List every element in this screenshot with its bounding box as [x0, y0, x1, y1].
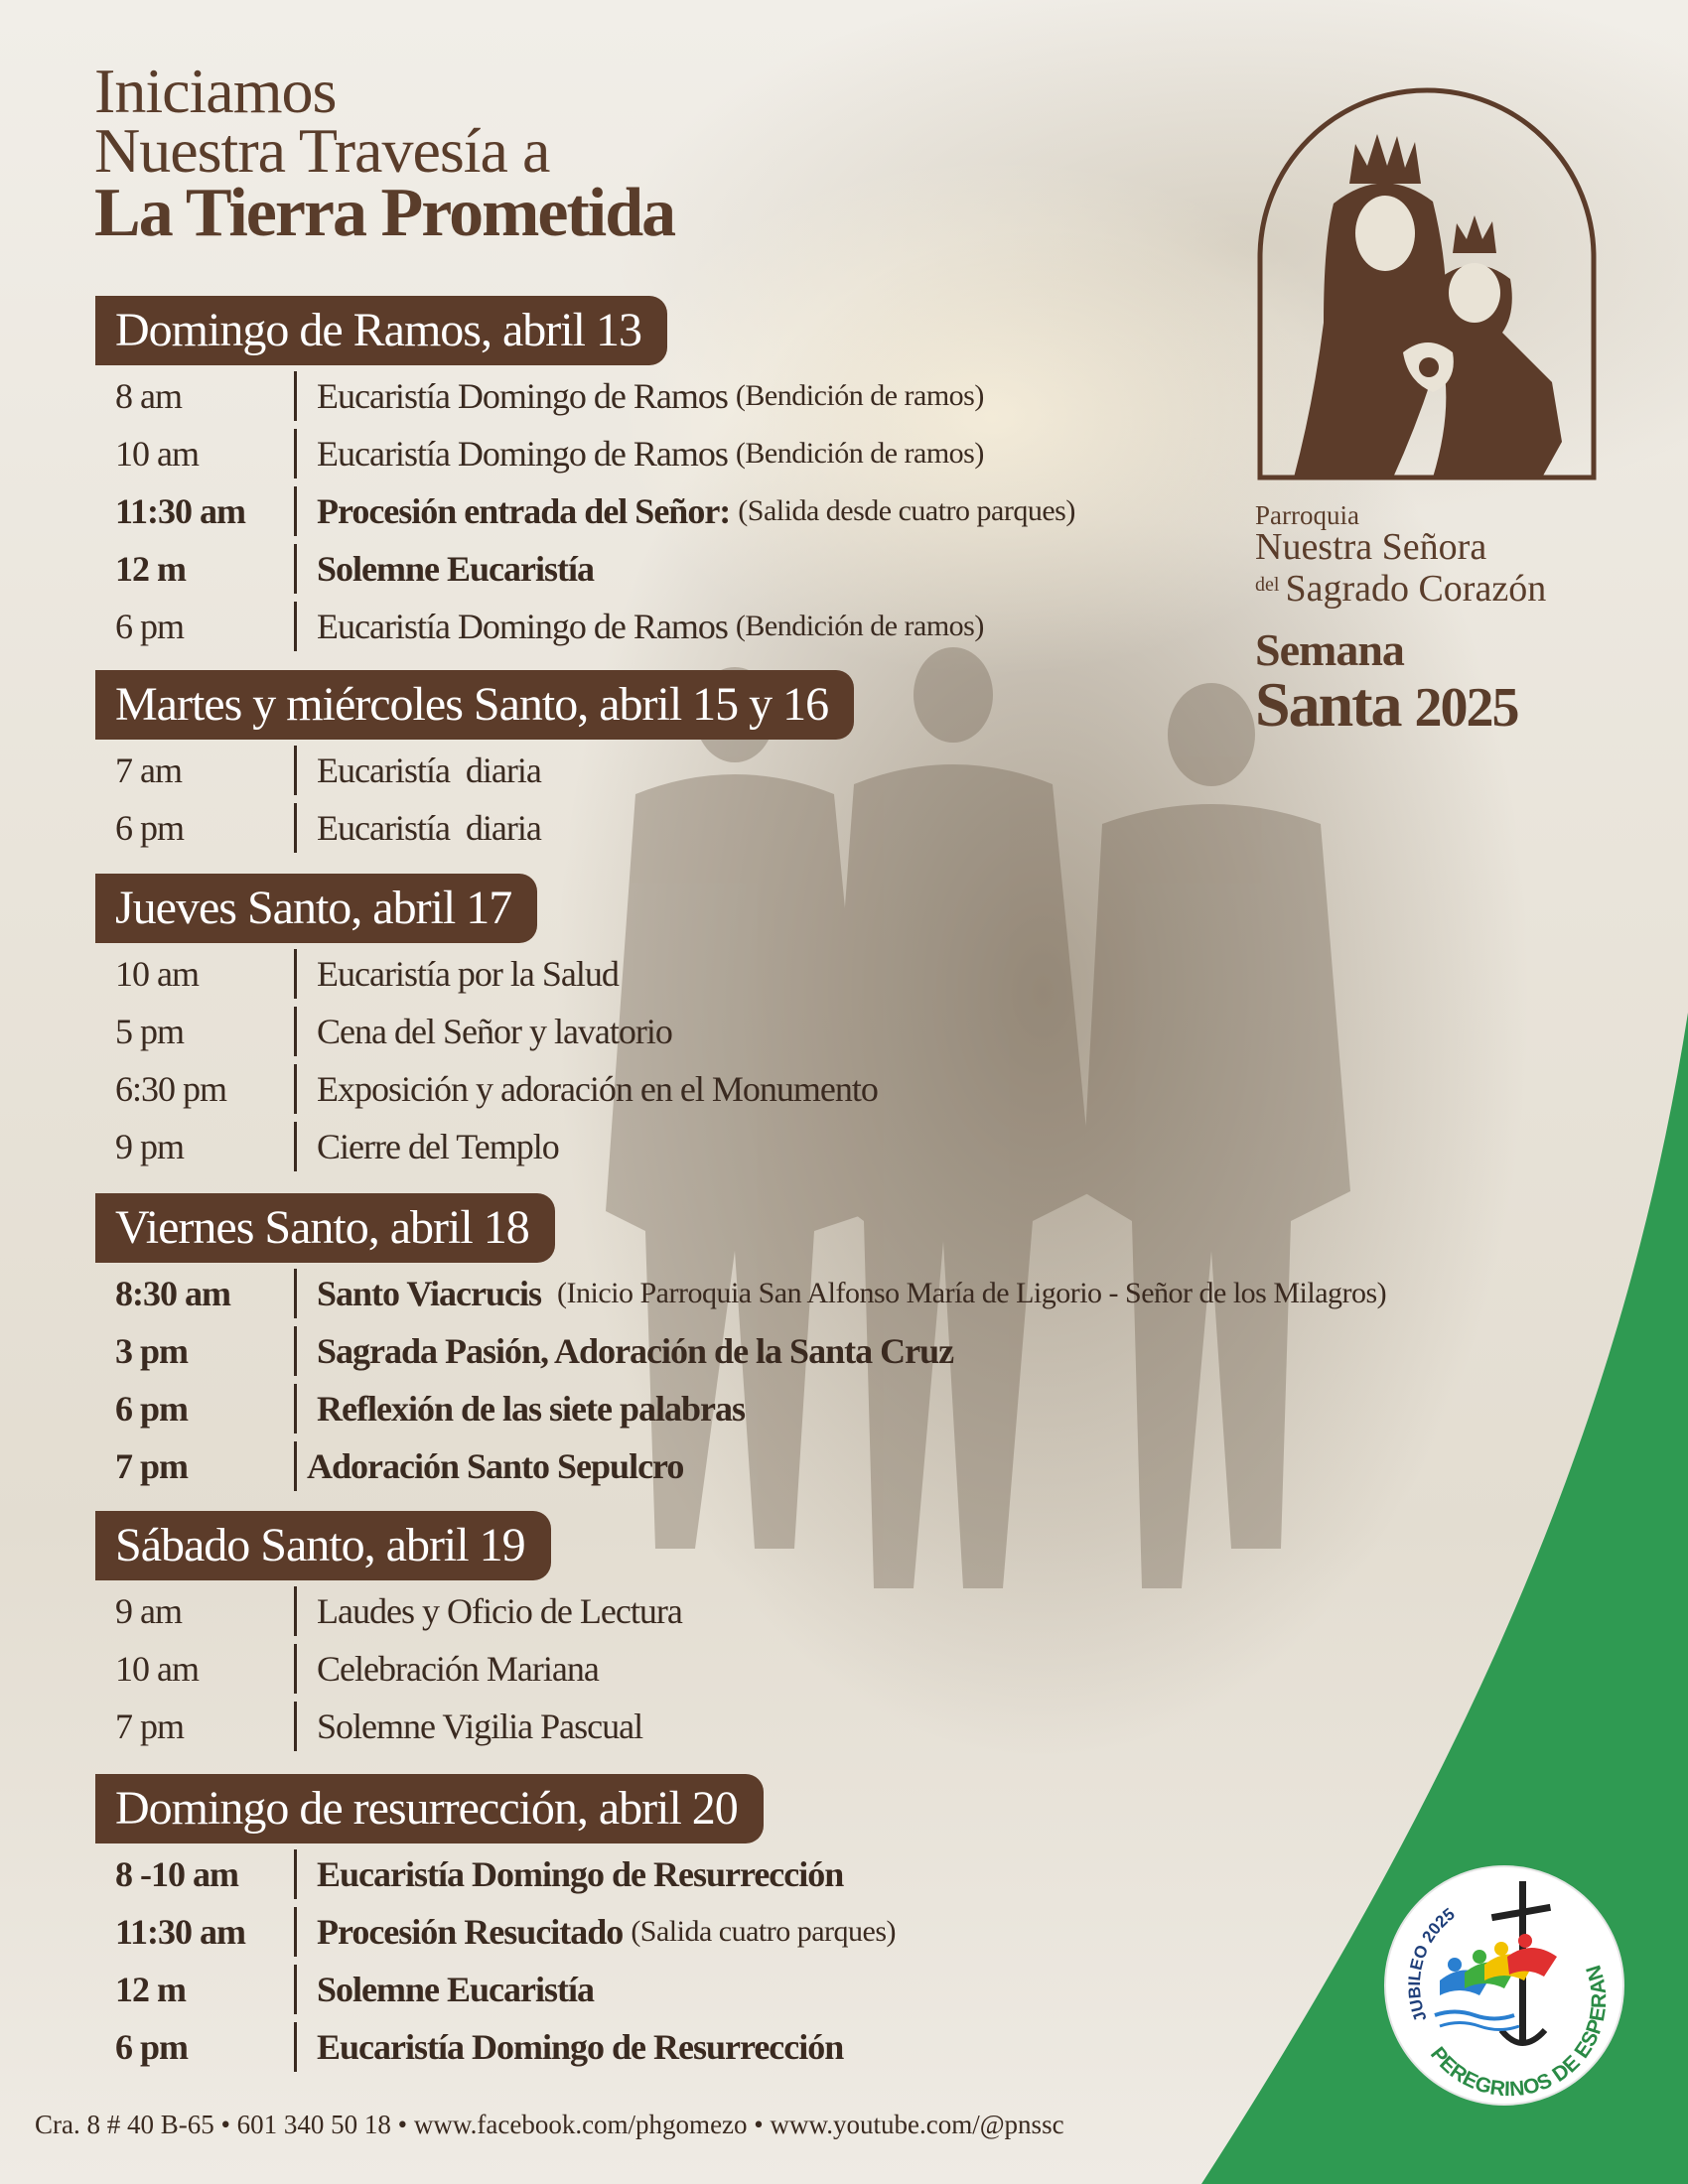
- row-time: 8 am: [115, 376, 182, 416]
- row-divider: [294, 371, 297, 421]
- row-divider: [294, 1384, 297, 1433]
- schedule-row: [95, 1437, 1386, 1495]
- row-activity: Solemne Vigilia Pascual: [317, 1706, 643, 1746]
- row-activity: Adoración Santo Sepulcro: [307, 1446, 684, 1486]
- row-activity: Eucaristía Domingo de Ramos: [317, 434, 728, 474]
- row-activity: Eucaristía Domingo de Resurrección: [317, 1854, 844, 1894]
- event-name: [1255, 624, 1518, 740]
- schedule-row: [95, 1582, 682, 1640]
- row-divider: [294, 1586, 297, 1636]
- section-title: Domingo de resurrección, abril 20: [95, 1774, 764, 1843]
- footer-contact: Cra. 8 # 40 B-65 • 601 340 50 18 • www.facebook.com/phgomezo • www.youtube.com/@pnssc: [35, 2110, 1064, 2139]
- row-time: 7 pm: [115, 1706, 185, 1746]
- row-activity: Procesión Resucitado: [317, 1912, 624, 1952]
- row-activity: Eucaristía por la Salud: [317, 954, 619, 994]
- row-time: 10 am: [115, 434, 199, 474]
- page-title: [94, 56, 675, 251]
- section-martes-miercoles: [95, 670, 854, 857]
- row-note: (Inicio Parroquia San Alfonso María de Ligorio - Señor de los Milagros): [557, 1277, 1387, 1309]
- schedule-row: [95, 1380, 1386, 1437]
- row-time: 3 pm: [115, 1331, 189, 1371]
- row-note: (Bendición de ramos): [735, 437, 984, 470]
- event-line-2-text: Santa: [1255, 669, 1401, 740]
- row-time: 6 pm: [115, 808, 185, 848]
- row-time: 8:30 am: [115, 1274, 230, 1313]
- schedule-row: [95, 1698, 682, 1755]
- schedule-row: [95, 367, 1075, 425]
- schedule-row: [95, 1961, 896, 2018]
- section-jueves-santo: [95, 874, 878, 1175]
- title-line-3: La Tierra Prometida: [94, 175, 675, 251]
- row-time: 6 pm: [115, 2027, 189, 2067]
- title-line-2: Nuestra Travesía a: [94, 115, 550, 186]
- schedule-row: [95, 1640, 682, 1698]
- row-note: (Salida cuatro parques): [631, 1915, 897, 1948]
- row-divider: [294, 1965, 297, 2014]
- row-divider: [294, 2022, 297, 2072]
- row-time: 11:30 am: [115, 491, 245, 531]
- schedule-row: [95, 1003, 878, 1060]
- schedule-row: [95, 1060, 878, 1118]
- schedule-row: [95, 425, 1075, 482]
- section-domingo-ramos: [95, 296, 1075, 655]
- jubilee-top-text: JUBILEO 2025: [1404, 1904, 1459, 2025]
- row-divider: [294, 1007, 297, 1056]
- parish-line-1: Parroquia: [1255, 500, 1359, 530]
- row-time: 11:30 am: [115, 1912, 245, 1952]
- row-time: 12 m: [115, 549, 186, 589]
- schedule-row: [95, 799, 854, 857]
- row-divider: [294, 1907, 297, 1957]
- row-activity: Cena del Señor y lavatorio: [317, 1012, 672, 1051]
- row-time: 12 m: [115, 1970, 186, 2009]
- row-activity: Eucaristía Domingo de Ramos: [317, 376, 728, 416]
- parish-line-3-small: del: [1255, 574, 1280, 596]
- row-time: 8 -10 am: [115, 1854, 238, 1894]
- schedule-row: [95, 1845, 896, 1903]
- row-activity: Solemne Eucaristía: [317, 1970, 594, 2009]
- row-activity: Santo Viacrucis: [317, 1274, 542, 1313]
- row-time: 6 pm: [115, 607, 185, 646]
- row-activity: Sagrada Pasión, Adoración de la Santa Cruz: [317, 1331, 954, 1371]
- row-note: (Bendición de ramos): [735, 610, 984, 642]
- row-divider: [294, 429, 297, 478]
- parish-line-3-text: Sagrado Corazón: [1285, 568, 1547, 610]
- event-line-1: Semana: [1255, 624, 1404, 675]
- event-line-2: [1255, 669, 1518, 740]
- row-divider: [294, 1326, 297, 1376]
- schedule-row: [95, 945, 878, 1003]
- row-divider: [294, 949, 297, 999]
- row-activity: Exposición y adoración en el Monumento: [317, 1069, 878, 1109]
- row-activity: Celebración Mariana: [317, 1649, 599, 1689]
- row-time: 10 am: [115, 1649, 199, 1689]
- parish-line-2: Nuestra Señora: [1255, 526, 1487, 568]
- row-activity: Eucaristía diaria: [317, 751, 541, 790]
- row-time: 6:30 pm: [115, 1069, 227, 1109]
- row-time: 9 am: [115, 1591, 182, 1631]
- row-divider: [294, 1122, 297, 1171]
- row-note: (Salida desde cuatro parques): [738, 494, 1075, 527]
- row-time: 7 pm: [115, 1446, 189, 1486]
- schedule-row: [95, 742, 854, 799]
- section-viernes-santo: [95, 1193, 1386, 1495]
- schedule-row: [95, 540, 1075, 598]
- section-sabado-santo: [95, 1511, 682, 1755]
- row-time: 9 pm: [115, 1127, 185, 1166]
- schedule-row: [95, 1903, 896, 1961]
- schedule-row: [95, 2018, 896, 2076]
- title-line-1: Iniciamos: [94, 56, 337, 126]
- row-divider: [294, 602, 297, 651]
- row-divider: [294, 1644, 297, 1694]
- section-title: Martes y miércoles Santo, abril 15 y 16: [95, 670, 854, 740]
- row-activity: Eucaristía diaria: [317, 808, 541, 848]
- row-divider: [294, 1702, 297, 1751]
- schedule-row: [95, 1118, 878, 1175]
- schedule-row: [95, 598, 1075, 655]
- section-domingo-resurreccion: [95, 1774, 896, 2076]
- row-activity: Eucaristía Domingo de Resurrección: [317, 2027, 844, 2067]
- row-divider: [294, 1441, 297, 1491]
- jubilee-2025-logo: [1380, 1861, 1628, 2110]
- section-title: Domingo de Ramos, abril 13: [95, 296, 667, 365]
- event-year: 2025: [1414, 677, 1518, 739]
- row-divider: [294, 1849, 297, 1899]
- schedule-row: [95, 1265, 1386, 1322]
- row-activity: Cierre del Templo: [317, 1127, 559, 1166]
- row-divider: [294, 746, 297, 795]
- row-time: 5 pm: [115, 1012, 185, 1051]
- section-title: Sábado Santo, abril 19: [95, 1511, 551, 1580]
- row-activity: Eucaristía Domingo de Ramos: [317, 607, 728, 646]
- jubilee-bottom-text: PEREGRINOS DE ESPERANZA: [1425, 1962, 1612, 2102]
- virgin-and-child-emblem: [1254, 84, 1600, 481]
- section-title: Jueves Santo, abril 17: [95, 874, 537, 943]
- parish-name: [1255, 501, 1546, 609]
- schedule-row: [95, 482, 1075, 540]
- row-divider: [294, 1269, 297, 1318]
- section-title: Viernes Santo, abril 18: [95, 1193, 555, 1263]
- row-divider: [294, 803, 297, 853]
- row-divider: [294, 544, 297, 594]
- row-activity: Laudes y Oficio de Lectura: [317, 1591, 682, 1631]
- row-note: (Bendición de ramos): [735, 379, 984, 412]
- schedule-row: [95, 1322, 1386, 1380]
- row-time: 10 am: [115, 954, 199, 994]
- row-divider: [294, 486, 297, 536]
- row-time: 7 am: [115, 751, 182, 790]
- row-time: 6 pm: [115, 1389, 189, 1429]
- row-activity: Solemne Eucaristía: [317, 549, 594, 589]
- row-divider: [294, 1064, 297, 1114]
- parish-line-3: [1255, 565, 1546, 609]
- row-activity: Procesión entrada del Señor:: [317, 491, 731, 531]
- row-activity: Reflexión de las siete palabras: [317, 1389, 745, 1429]
